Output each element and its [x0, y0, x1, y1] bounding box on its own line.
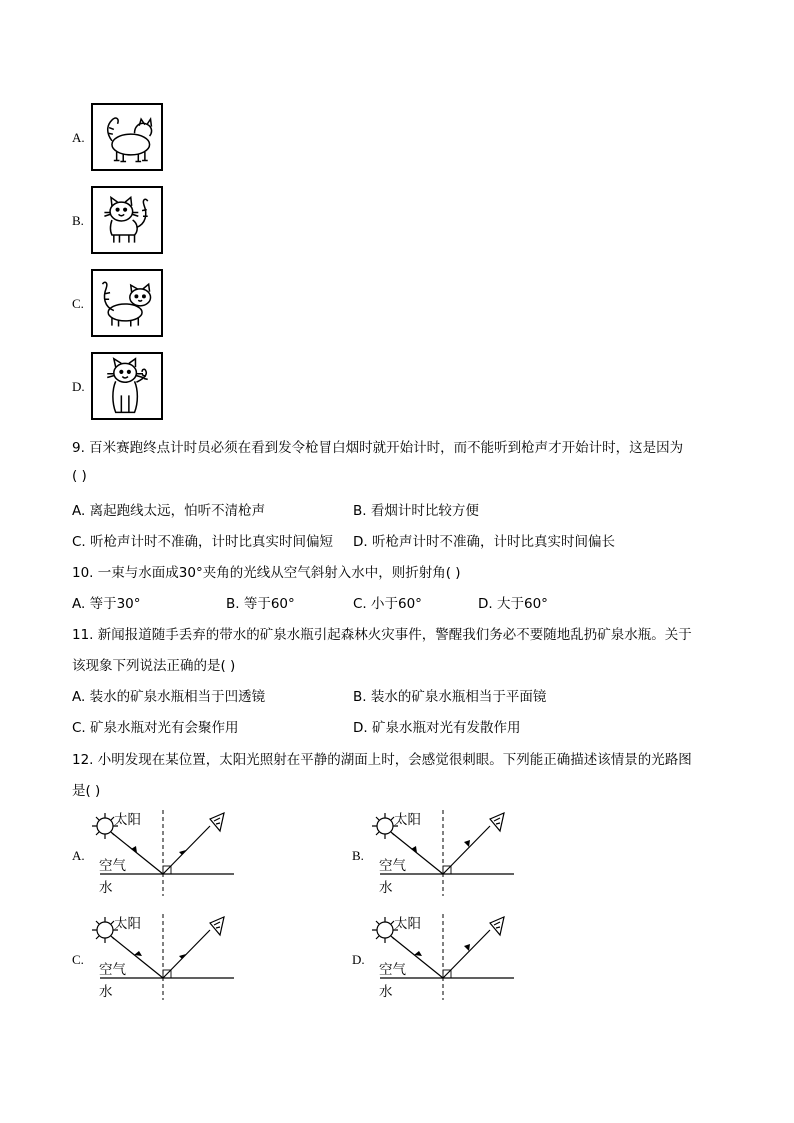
cat-facing-front-icon: [91, 186, 163, 254]
q12-stem-line1: 12. 小明发现在某位置，太阳光照射在平静的湖面上时，会感觉很刺眼。下列能正确描述该情景的光路图: [72, 752, 692, 768]
q9-stem-line1: 9. 百米赛跑终点计时员必须在看到发令枪冒白烟时就开始计时，而不能听到枪声才开始计时，这是因为: [72, 440, 684, 456]
water-label: 水: [99, 880, 113, 896]
eye-icon: [210, 813, 224, 831]
q11-option-a: A. 装水的矿泉水瓶相当于凹透镜: [72, 689, 266, 705]
q12-diagram-a: [88, 806, 238, 898]
water-label: 水: [379, 984, 393, 1000]
q10-option-b: B. 等于60°: [226, 596, 295, 612]
q12-option-c-label: C.: [72, 952, 84, 967]
eye-icon: [490, 813, 504, 831]
sun-label: 太阳: [394, 916, 421, 932]
eye-icon: [210, 917, 224, 935]
water-label: 水: [379, 880, 393, 896]
q12-stem-line2: 是( ): [72, 783, 101, 799]
q9-option-d: D. 听枪声计时不准确，计时比真实时间偏长: [353, 534, 615, 550]
q9-option-c: C. 听枪声计时不准确，计时比真实时间偏短: [72, 534, 334, 550]
q11-option-d: D. 矿泉水瓶对光有发散作用: [353, 720, 521, 736]
q10-option-c: C. 小于60°: [353, 596, 422, 612]
q11-option-c: C. 矿泉水瓶对光有会聚作用: [72, 720, 239, 736]
q8-option-b-label: B.: [72, 213, 84, 228]
q12-option-b-label: B.: [352, 848, 364, 863]
q8-option-c-label: C.: [72, 296, 84, 311]
q9-option-a: A. 离起跑线太远，怕听不清枪声: [72, 503, 266, 519]
cat-facing-front-tail-left-icon: [91, 269, 163, 337]
sun-label: 太阳: [394, 812, 421, 828]
q12-option-a-label: A.: [72, 848, 85, 863]
q9-stem-line2: ( ): [72, 468, 87, 484]
air-label: 空气: [379, 962, 406, 978]
q10-option-a: A. 等于30°: [72, 596, 141, 612]
q12-option-d-label: D.: [352, 952, 365, 967]
cat-facing-away-icon: [91, 103, 163, 171]
q10-option-d: D. 大于60°: [478, 596, 548, 612]
eye-icon: [490, 917, 504, 935]
q12-diagram-b: [368, 806, 518, 898]
air-label: 空气: [99, 962, 126, 978]
q12-diagram-c: [88, 910, 238, 1002]
air-label: 空气: [99, 858, 126, 874]
sun-label: 太阳: [114, 812, 141, 828]
q11-option-b: B. 装水的矿泉水瓶相当于平面镜: [353, 689, 547, 705]
q9-option-b: B. 看烟计时比较方便: [353, 503, 479, 519]
water-label: 水: [99, 984, 113, 1000]
q8-option-d-label: D.: [72, 379, 85, 394]
q11-stem-line2: 该现象下列说法正确的是( ): [72, 658, 236, 674]
q12-diagram-d: [368, 910, 518, 1002]
sun-label: 太阳: [114, 916, 141, 932]
q8-option-a-label: A.: [72, 130, 85, 145]
q10-stem: 10. 一束与水面成30°夹角的光线从空气斜射入水中，则折射角( ): [72, 565, 461, 581]
cat-sitting-icon: [91, 352, 163, 420]
air-label: 空气: [379, 858, 406, 874]
q11-stem-line1: 11. 新闻报道随手丢弃的带水的矿泉水瓶引起森林火灾事件，警醒我们务必不要随地乱扔矿泉水瓶。关于: [72, 627, 692, 643]
